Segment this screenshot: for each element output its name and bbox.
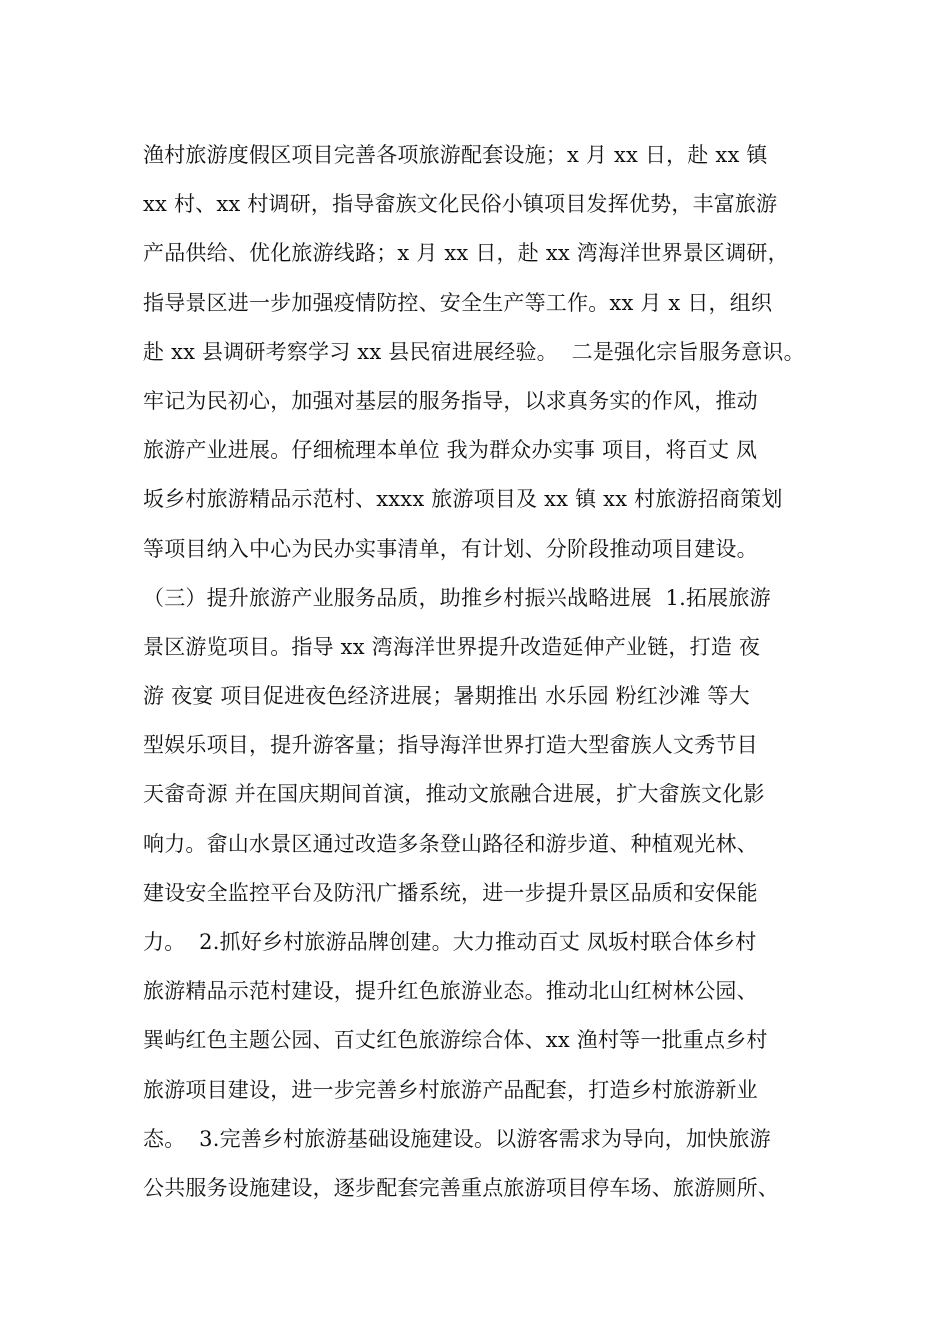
text-line: 巽屿红色主题公园、百丈红色旅游综合体、xx 渔村等一批重点乡村 [143, 1028, 768, 1053]
section-heading-line: （三）提升旅游产业服务品质，助推乡村振兴战略进展 1.拓展旅游 [143, 585, 771, 610]
text-line: 响力。畲山水景区通过改造多条登山路径和游步道、种植观光林、 [143, 831, 758, 856]
text-line: 旅游产业进展。仔细梳理本单位 我为群众办实事 项目，将百丈 凤 [143, 438, 758, 463]
text-line: 景区游览项目。指导 xx 湾海洋世界提升改造延伸产业链，打造 夜 [143, 634, 761, 659]
text-line: 产品供给、优化旅游线路；x 月 xx 日，赴 xx 湾海洋世界景区调研， [143, 241, 789, 266]
text-line: 赴 xx 县调研考察学习 xx 县民宿进展经验。 二是强化宗旨服务意识。 [143, 339, 805, 364]
text-line: 态。 3.完善乡村旅游基础设施建设。以游客需求为导向，加快旅游 [143, 1126, 771, 1151]
text-line: 建设安全监控平台及防汛广播系统，进一步提升景区品质和安保能 [143, 880, 758, 905]
text-line: 坂乡村旅游精品示范村、xxxx 旅游项目及 xx 镇 xx 村旅游招商策划 [143, 487, 783, 512]
text-line: 游 夜宴 项目促进夜色经济进展；暑期推出 水乐园 粉红沙滩 等大 [143, 684, 750, 709]
text-line: xx 村、xx 村调研，指导畲族文化民俗小镇项目发挥优势，丰富旅游 [143, 192, 778, 217]
text-line: 旅游精品示范村建设，提升红色旅游业态。推动北山红树林公园、 [143, 979, 758, 1004]
text-line: 天畲奇源 并在国庆期间首演，推动文旅融合进展，扩大畲族文化影 [143, 782, 765, 807]
text-line: 牢记为民初心，加强对基层的服务指导，以求真务实的作风，推动 [143, 388, 758, 413]
text-line: 型娱乐项目，提升游客量；指导海洋世界打造大型畲族人文秀节目 [143, 733, 758, 758]
text-line: 旅游项目建设，进一步完善乡村旅游产品配套，打造乡村旅游新业 [143, 1077, 758, 1102]
text-line: 指导景区进一步加强疫情防控、安全生产等工作。xx 月 x 日，组织 [143, 290, 773, 315]
document-body-text [143, 131, 843, 1213]
text-line: 等项目纳入中心为民办实事清单，有计划、分阶段推动项目建设。 [143, 536, 758, 561]
text-line: 渔村旅游度假区项目完善各项旅游配套设施；x 月 xx 日，赴 xx 镇 [143, 143, 768, 167]
text-line: 力。 2.抓好乡村旅游品牌创建。大力推动百丈 凤坂村联合体乡村 [143, 930, 757, 954]
text-line: 公共服务设施建设，逐步配套完善重点旅游项目停车场、旅游厕所、 [143, 1175, 779, 1200]
